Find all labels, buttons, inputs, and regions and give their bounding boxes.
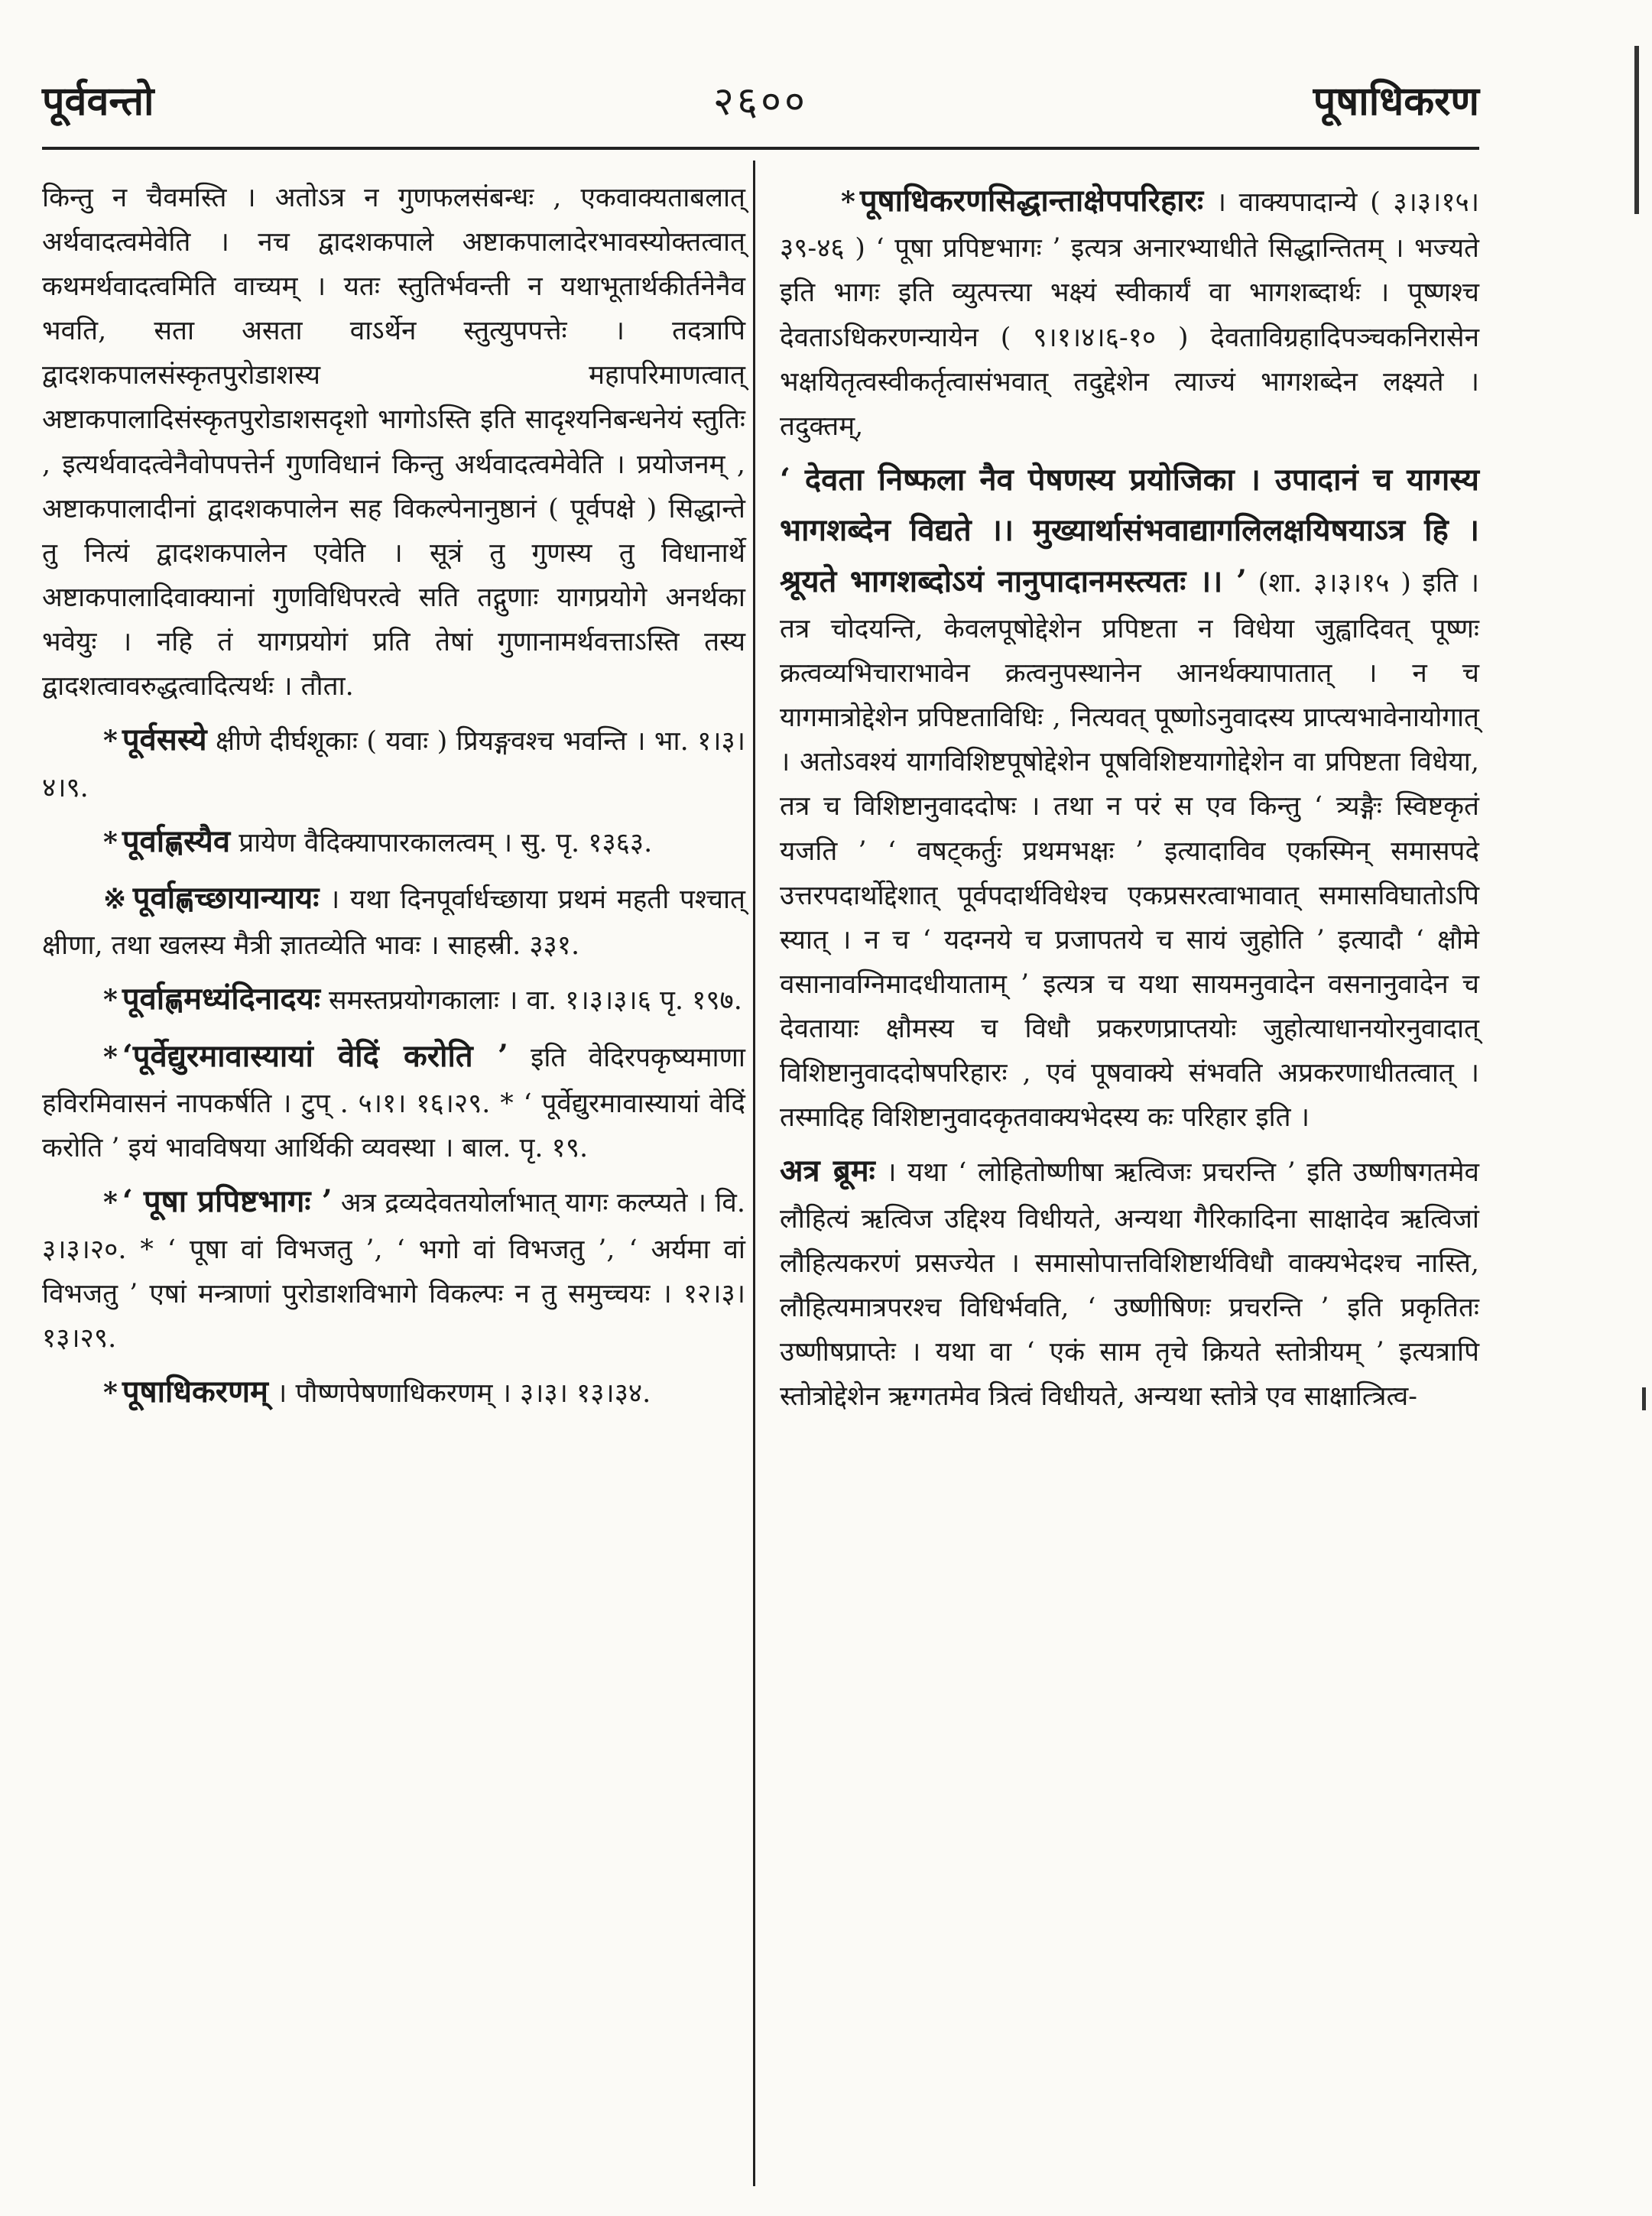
entry-headword: पूषाधिकरणम् — [122, 1374, 268, 1410]
entry-marker: * — [103, 826, 118, 858]
entry-headword: पूर्वाह्णस्यैव — [122, 822, 231, 859]
entry-text: क्षीणे दीर्घशूकाः ( यवाः ) प्रियङ्गवश्च भवन्ति । भा. १।३।४।९. — [42, 726, 745, 803]
header-left-catchword: पूर्ववन्तो — [42, 78, 154, 125]
paragraph-text: । यथा ‘ लोहितोष्णीषा ऋत्विजः प्रचरन्ति ’ इति उष्णीषगतमेव लौहित्यं ऋत्विज उद्दिश्य विधीयते, अन्यथा गैरिकादिना साक्षादेव ऋत्विजां लौहित्यकरणं प्रसज्येत । समासोपात्तविशिष्टार्थविधौ वाक्यभेदश्च नास्ति, लौहित्यमात्रपरश्च विधिर्भवति, ‘ उष्णीषिणः प्रचरन्ति ’ इति प्रकृतितः उष्णीषप्राप्तेः । यथा वा ‘ एकं साम तृचे क्रियते स्तोत्रीयम् ’ इत्यत्रापि स्तोत्रोद्देशेन ऋग्गतमेव त्रित्वं विधीयते, अन्यथा स्तोत्रे एव साक्षात्त्रित्व- — [780, 1157, 1479, 1412]
entry-headword: ‘पूर्वेद्युरमावास्यायां वेदिं करोति ’ — [122, 1037, 508, 1074]
entry-text: समस्तप्रयोगकालाः । वा. १।३।३।६ पृ. १९७. — [320, 985, 742, 1017]
column-divider — [753, 161, 755, 2186]
margin-tick — [1642, 1387, 1646, 1410]
paragraph — [780, 455, 1479, 1140]
header-rule — [42, 147, 1479, 150]
entry-headword: पूषाधिकरणसिद्धान्ताक्षेपपरिहारः — [859, 183, 1204, 219]
entry-marker: * — [841, 186, 855, 218]
entry-marker: * — [103, 984, 118, 1017]
page-number: २६०० — [712, 79, 809, 125]
paragraph-text: किन्तु न चैवमस्ति । अतोऽत्र न गुणफलसंबन्धः , एकवाक्यताबलात् अर्थवादत्वमेवेति । नच द्वादशकपाले अष्टाकपालादेरभावस्योक्तत्वात् कथमर्थवादत्वमिति वाच्यम् । यतः स्तुतिर्भवन्ती न यथाभूतार्थकीर्तनेनैव भवति, सता असता वाऽर्थेन स्तुत्युपपत्तेः । तदत्रापि द्वादशकपालसंस्कृतपुरोडाशस्य महापरिमाणत्वात् अष्टाकपालादिसंस्कृतपुरोडाशसदृशो भागोऽस्ति इति सादृश्यनिबन्धनेयं स्तुतिः , इत्यर्थवादत्वेनैवोपपत्तेर्न गुणविधानं किन्तु अर्थवादत्वमेवेति । प्रयोजनम् , अष्टाकपालादीनां द्वादशकपालेन सह विकल्पेनानुष्ठानं ( पूर्वपक्षे ) सिद्धान्ते तु नित्यं द्वादशकपालेन एवेति । सूत्रं तु गुणस्य तु विधानार्थे अष्टाकपालादिवाक्यानां गुणविधिपरत्वे सति तद्गुणाः यागप्रयोगे अनर्थका भवेयुः । नहि तं यागप्रयोगं प्रति तेषां गुणानामर्थवत्ताऽस्ति तस्य द्वादशत्वावरुद्धत्वादित्यर्थः । तौता. — [42, 183, 745, 702]
entry — [780, 176, 1479, 449]
entry — [42, 1176, 745, 1361]
entry-marker: * — [103, 725, 118, 758]
entry — [42, 715, 745, 810]
entry-marker: * — [103, 1040, 118, 1073]
entry-headword: पूर्वाह्णमध्यंदिनादयः — [122, 981, 320, 1017]
entry-headword: ‘ पूषा प्रपिष्टभागः ’ — [122, 1183, 333, 1220]
page-header — [42, 73, 1479, 141]
entry — [42, 816, 745, 867]
entry-marker: * — [103, 1377, 118, 1410]
entry — [42, 873, 745, 968]
entry — [42, 1031, 745, 1171]
reply-heading: अत्र ब्रूमः — [780, 1153, 875, 1189]
entry-marker: * — [103, 1186, 118, 1219]
entry-text: अत्र द्रव्यदेवतयोर्लाभात् यागः कल्प्यते । वि. ३।३।२०. * ‘ पूषा वां विभजतु ’, ‘ भगो वां विभजतु ’, ‘ अर्यमा वां विभजतु ’ एषां मन्त्राणां पुरोडाशविभागे विकल्पः न तु समुच्चयः । १२।३।१३।२९. — [42, 1188, 745, 1355]
paragraph — [42, 176, 745, 709]
quoted-verse: ‘ देवता निष्फला नैव पेषणस्य प्रयोजिका । उपादानं च यागस्य भागशब्देन विद्यते ।। मुख्यार्थासंभवाद्यागलिलक्षयिषयाऽत्र हि । श्रूयते भागशब्दोऽयं नानुपादानमस्त्यतः ।। ’ — [780, 461, 1479, 599]
entry — [42, 974, 745, 1024]
entry-headword: पूर्वाह्णच्छायान्यायः — [132, 880, 320, 916]
entry-text: प्रायेण वैदिक्यापारकालत्वम् । सु. पृ. १३६३. — [230, 827, 653, 858]
page-edge-mark — [1634, 46, 1639, 214]
paragraph — [780, 1146, 1479, 1419]
entry-marker: ※ — [103, 883, 128, 915]
entry — [42, 1367, 745, 1417]
left-column — [42, 176, 745, 1424]
entry-text: । यथा दिनपूर्वार्धच्छाया प्रथमं महती पश्चात् क्षीणा, तथा खलस्य मैत्री ज्ञातव्येति भावः । साहस्री. ३३१. — [42, 884, 745, 962]
right-column — [780, 176, 1479, 1425]
header-right-catchword: पूषाधिकरण — [1313, 78, 1479, 125]
paragraph-text: (शा. ३।३।१५ ) इति । तत्र चोदयन्ति, केवलपूषोद्देशेन प्रपिष्टता न विधेया जुह्वादिवत् पूष्णः क्रत्वव्यभिचाराभावेन क्रत्वनुपस्थानेन आनर्थक्यापातात् । न च यागमात्रोद्देशेन प्रपिष्टताविधिः , नित्यवत् पूष्णोऽनुवादस्य प्राप्त्यभावेनायोगात् । अतोऽवश्यं यागविशिष्टपूषोद्देशेन पूषविशिष्टयागोद्देशेन वा प्रपिष्टता विधेया, तत्र च विशिष्टानुवाददोषः । तथा न परं स एव किन्तु ‘ त्र्यङ्गैः स्विष्टकृतं यजति ’ ‘ वषट्कर्तुः प्रथमभक्षः ’ इत्यादाविव एकस्मिन् समासपदे उत्तरपदार्थोद्देशात् पूर्वपदार्थविधेश्च एकप्रसरत्वाभावात् समासविघातोऽपि स्यात् । न च ‘ यदग्नये च प्रजापतये च सायं जुहोति ’ इत्यादौ ‘ क्षौमे वसानावग्निमादधीयाताम् ’ इत्यत्र च यथा सायमनुवादेन वसनानुवादेन च देवतायाः क्षौमस्य च विधौ प्रकरणप्राप्तयोः जुहोत्याधानयोरनुवादात् विशिष्टानुवाददोषपरिहारः , एवं पूषवाक्ये संभवति अप्रकरणाधीतत्वात् । तस्मादिह विशिष्टानुवादकृतवाक्यभेदस्य कः परिहार इति । — [780, 567, 1479, 1134]
entry-text: । पौष्णपेषणाधिकरणम् । ३।३। १३।३४. — [268, 1378, 651, 1410]
entry-text: । वाक्यपादान्ये ( ३।३।१५।३९-४६ ) ‘ पूषा प्रपिष्टभागः ’ इत्यत्र अनारभ्याधीते सिद्धान्तितम् । भज्यते इति भागः इति व्युत्पत्त्या भक्ष्यं स्वीकार्यं वा भागशब्दार्थः । पूष्णश्च देवताऽधिकरणन्यायेन ( ९।१।४।६-१० ) देवताविग्रहादिपञ्चकनिरासेन भक्षयितृत्वस्वीकर्तृत्वासंभवात् तदुद्देशेन त्याज्यं भागशब्देन लक्ष्यते । तदुक्तम्, — [780, 187, 1479, 442]
entry-text: इति वेदिरपकृष्यमाणा हविरमिवासनं नापकर्षति । टुप् . ५।१। १६।२९. * ‘ पूर्वेद्युरमावास्यायां वेदिं करोति ’ इयं भावविषया आर्थिकी व्यवस्था । बाल. पृ. १९. — [42, 1042, 745, 1164]
entry-headword: पूर्वसस्ये — [122, 722, 207, 758]
